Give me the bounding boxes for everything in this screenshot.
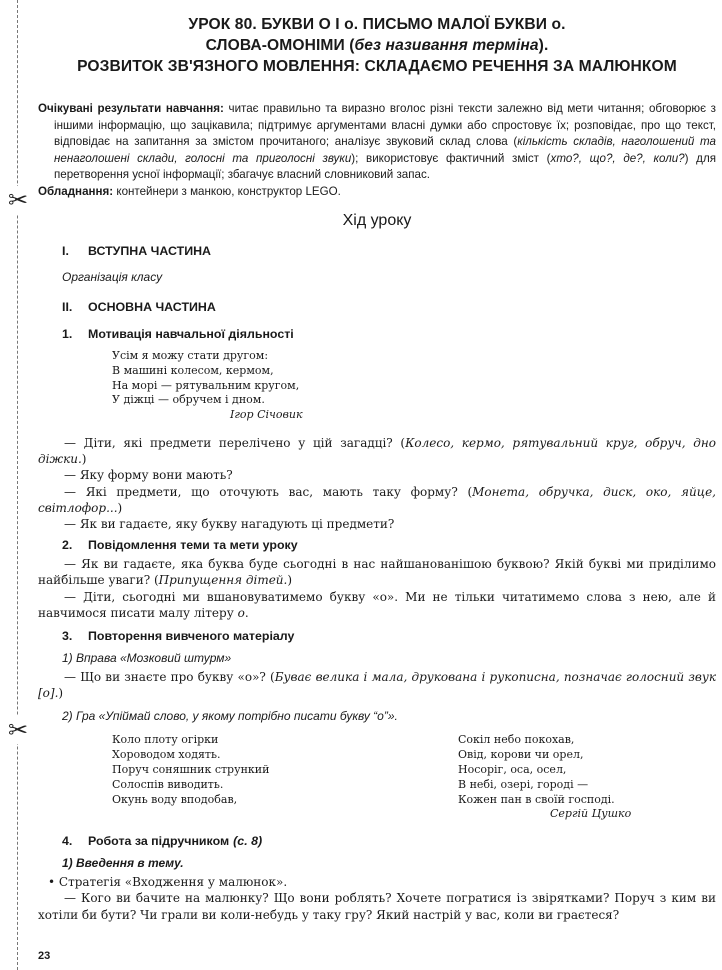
poem-line: Сокіл небо покохав, bbox=[458, 733, 575, 747]
course-title: Хід уроку bbox=[342, 212, 412, 229]
class-organization: Організація класу bbox=[62, 270, 163, 284]
poem-line: Кожен пан в своїй господі. bbox=[458, 792, 615, 806]
riddle-line: Усім я можу стати другом: bbox=[112, 349, 269, 362]
review-heading: 3. Повторення вивченого матеріалу bbox=[62, 629, 295, 644]
title-line-3: РОЗВИТОК ЗВ'ЯЗНОГО МОВЛЕННЯ: СКЛАДАЄМО РЕЧЕННЯ ЗА МАЛЮНКОМ bbox=[77, 58, 677, 75]
topic-dialog bbox=[38, 556, 716, 621]
scissors-icon: ✂ bbox=[4, 186, 32, 214]
cut-line bbox=[17, 0, 18, 970]
section-intro-heading: I. ВСТУПНА ЧАСТИНА bbox=[62, 244, 211, 258]
poem-line: В небі, озері, городі — bbox=[458, 777, 589, 791]
motivation-dialog bbox=[38, 435, 716, 532]
dialog-line: — Яку форму вони мають? bbox=[64, 468, 233, 483]
intro-to-topic-heading: 1) Введення в тему. bbox=[62, 856, 184, 871]
poem-line: Поруч соняшник стрункий bbox=[112, 763, 270, 777]
dialog-line: — Як ви гадаєте, яку букву нагадують ці предмети? bbox=[64, 517, 395, 531]
dialog-line: — Які предмети, що оточують вас, мають таку форму? (Монета, обручка, диск, око, яйце, світлофор...) bbox=[38, 484, 717, 515]
title-line-1: УРОК 80. БУКВИ О І о. ПИСЬМО МАЛОЇ БУКВИ о. bbox=[188, 16, 566, 33]
riddle-line: В машині колесом, кермом, bbox=[112, 363, 274, 377]
page-content bbox=[38, 14, 716, 923]
textbook-heading: 4. Робота за підручником (с. 8) bbox=[62, 834, 263, 849]
topic-heading: 2. Повідомлення теми та мети уроку bbox=[62, 538, 298, 553]
riddle-poem bbox=[38, 349, 716, 423]
poem-line: Хороводом ходять. bbox=[112, 748, 221, 762]
page-number: 23 bbox=[38, 950, 51, 962]
game-poem bbox=[38, 733, 716, 822]
section-main-heading: II. ОСНОВНА ЧАСТИНА bbox=[62, 300, 216, 314]
motivation-heading: 1. Мотивація навчальної діяльності bbox=[62, 327, 294, 341]
dialog-line: — Діти, сьогодні ми вшановуватимемо букву «о». Ми не тільки читатимемо слова з нею, але й навчимося писати малу літеру о. bbox=[38, 589, 716, 620]
riddle-line: На морі — рятувальним кругом, bbox=[112, 378, 300, 392]
poem-line: Коло плоту огірки bbox=[112, 733, 219, 747]
strategy-bullet: • Стратегія «Входження у малюнок». bbox=[48, 875, 288, 890]
game-poem-left bbox=[38, 733, 458, 822]
poem-line: Окунь воду вподобав, bbox=[112, 792, 238, 806]
poem-author: Сергій Цушко bbox=[550, 807, 632, 821]
game-heading: 2) Гра «Упіймай слово, у якому потрібно писати букву “о”». bbox=[62, 709, 398, 724]
brainstorm-dialog: — Що ви знаєте про букву «о»? (Буває велика і мала, друкована і рукописна, позначає голосний звук [о].) bbox=[38, 670, 717, 701]
dialog-line: — Як ви гадаєте, яка буква буде сьогодні в нас найшанованішою буквою? Якій букві ми приділимо найбільше уваги? (Припущення дітей.) bbox=[38, 557, 716, 588]
picture-questions: — Кого ви бачите на малюнку? Що вони роблять? Хочете погратися із звірятками? Поруч з ким ви хотіли би бути? Чи грали ви коли-небудь у таку гру? Який настрій у вас, коли ви граєтеся? bbox=[38, 891, 716, 922]
poem-line: Носоріг, оса, осел, bbox=[458, 763, 567, 777]
lesson-title bbox=[38, 14, 716, 77]
riddle-line: У діжці — обручем і дном. bbox=[112, 393, 265, 407]
brainstorm-heading: 1) Вправа «Мозковий штурм» bbox=[62, 651, 232, 666]
equipment: Обладнання: контейнери з манкою, конструктор LEGO. bbox=[38, 184, 341, 198]
expected-outcomes: Очікувані результати навчання: читає правильно та виразно вголос різні тексти залежно від мети читання; обговорює з іншими інформацію, що зацікавила; підтримує аргументами власні думки або спростовує їх; розповідає, про що текст, відповідає на запитання за змістом прочитаного; аналізує звуковий склад слова (кількість складів, наголошений та ненаголошені склади, голосні та приголосні звуки); використовує фактичний зміст (хто?, що?, де?, коли?) для перетворення усної інформації; збагачує власний словниковий запас. bbox=[38, 102, 717, 181]
riddle-author: Ігор Січовик bbox=[230, 408, 303, 422]
title-line-2: СЛОВА-ОМОНІМИ (без називання терміна). bbox=[205, 37, 549, 54]
game-poem-right bbox=[458, 733, 631, 822]
poem-line: Овід, корови чи орел, bbox=[458, 748, 584, 762]
dialog-line: — Діти, які предмети перелічено у цій загадці? (Колесо, кермо, рятувальний круг, обруч, дно діжки.) bbox=[38, 435, 717, 467]
scissors-icon: ✂ bbox=[4, 716, 32, 744]
poem-line: Солоспів виводить. bbox=[112, 777, 224, 791]
